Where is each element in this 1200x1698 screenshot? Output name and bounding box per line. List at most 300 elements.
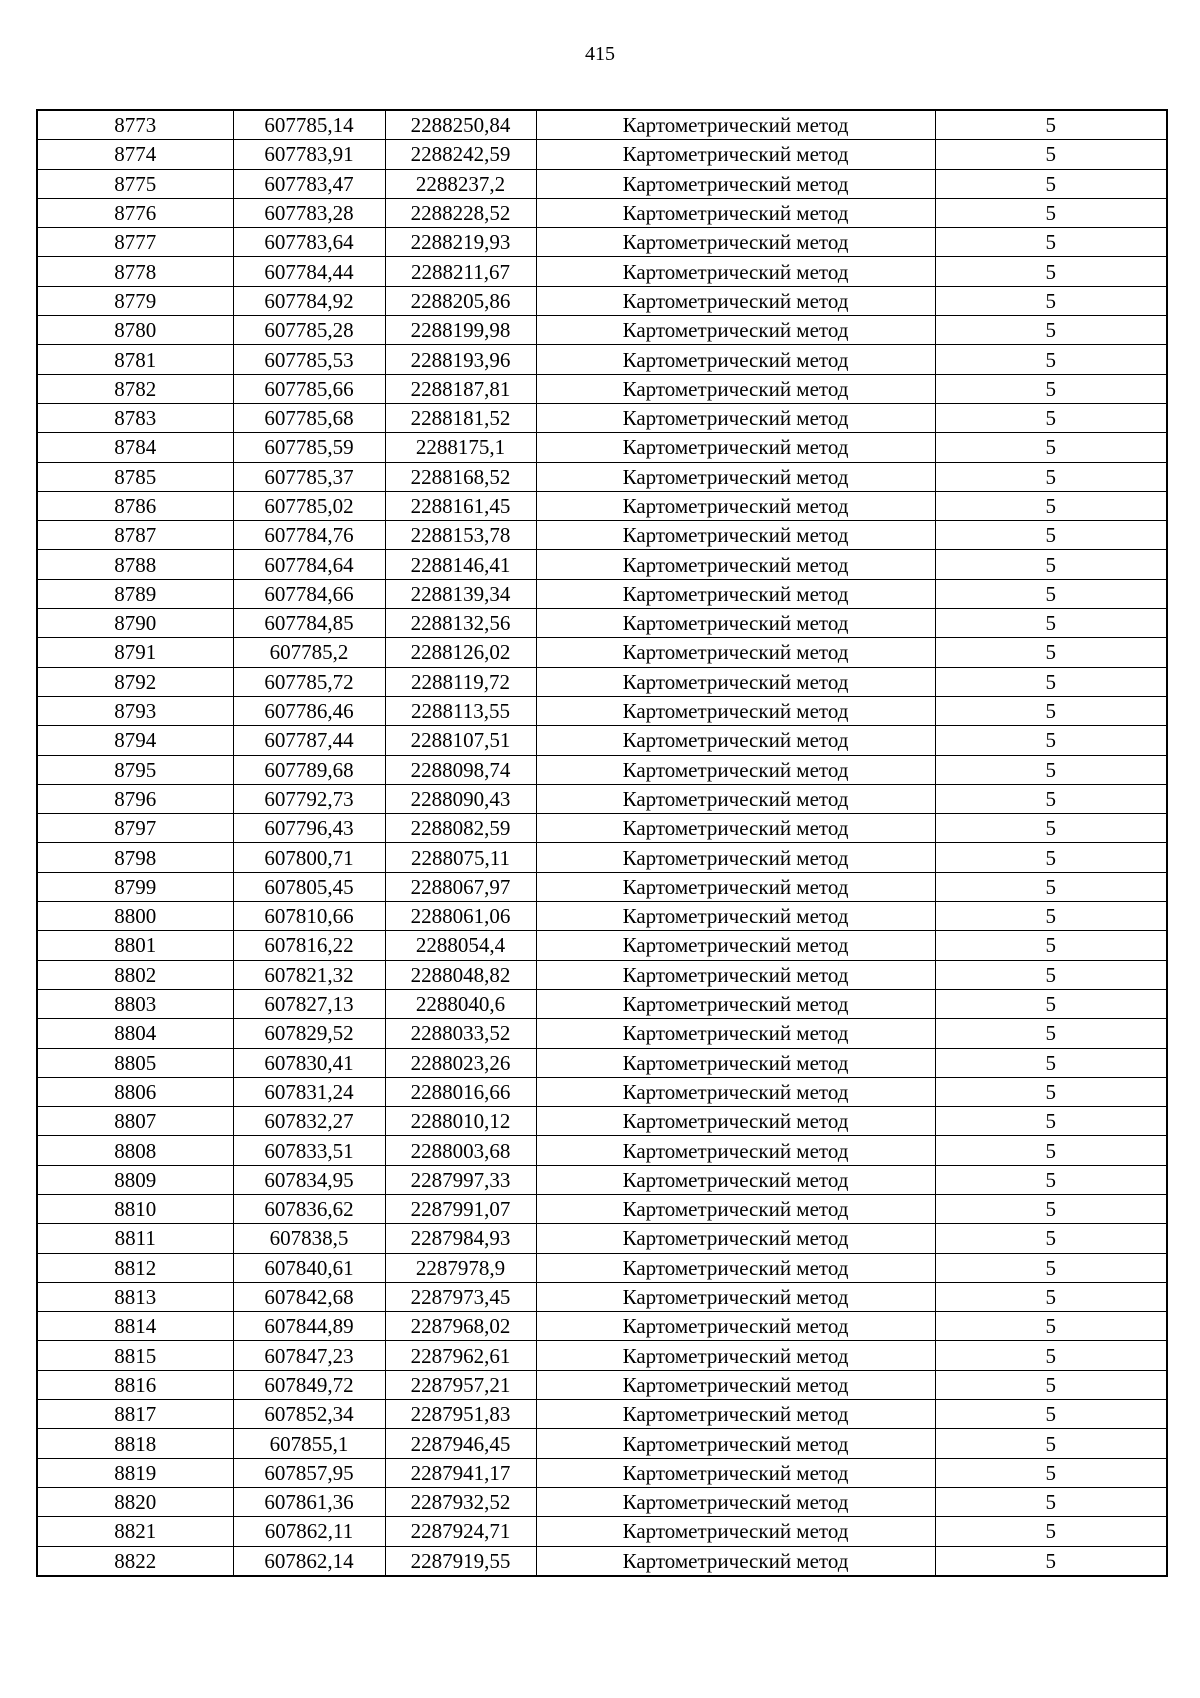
x-coordinate-cell: 607785,02	[233, 491, 385, 520]
x-coordinate-cell: 607785,28	[233, 316, 385, 345]
x-coordinate-cell: 607785,53	[233, 345, 385, 374]
table-row	[37, 667, 1167, 696]
method-cell: Картометрический метод	[536, 1224, 935, 1253]
table-row	[37, 491, 1167, 520]
y-coordinate-cell: 2288061,06	[385, 902, 536, 931]
accuracy-cell: 5	[935, 1165, 1167, 1194]
accuracy-cell: 5	[935, 491, 1167, 520]
point-number-cell: 8781	[37, 345, 233, 374]
y-coordinate-cell: 2288067,97	[385, 872, 536, 901]
point-number-cell: 8774	[37, 140, 233, 169]
y-coordinate-cell: 2288146,41	[385, 550, 536, 579]
x-coordinate-cell: 607847,23	[233, 1341, 385, 1370]
point-number-cell: 8776	[37, 198, 233, 227]
y-coordinate-cell: 2287968,02	[385, 1312, 536, 1341]
point-number-cell: 8814	[37, 1312, 233, 1341]
x-coordinate-cell: 607785,14	[233, 110, 385, 140]
accuracy-cell: 5	[935, 755, 1167, 784]
accuracy-cell: 5	[935, 169, 1167, 198]
table-row	[37, 1370, 1167, 1399]
table-row	[37, 257, 1167, 286]
accuracy-cell: 5	[935, 345, 1167, 374]
table-row	[37, 169, 1167, 198]
point-number-cell: 8810	[37, 1194, 233, 1223]
table-row	[37, 784, 1167, 813]
x-coordinate-cell: 607785,68	[233, 403, 385, 432]
method-cell: Картометрический метод	[536, 843, 935, 872]
accuracy-cell: 5	[935, 1429, 1167, 1458]
x-coordinate-cell: 607784,64	[233, 550, 385, 579]
table-row	[37, 1224, 1167, 1253]
y-coordinate-cell: 2288250,84	[385, 110, 536, 140]
y-coordinate-cell: 2287984,93	[385, 1224, 536, 1253]
table-row	[37, 1107, 1167, 1136]
table-row	[37, 1136, 1167, 1165]
accuracy-cell: 5	[935, 1048, 1167, 1077]
accuracy-cell: 5	[935, 316, 1167, 345]
method-cell: Картометрический метод	[536, 1136, 935, 1165]
y-coordinate-cell: 2288090,43	[385, 784, 536, 813]
point-number-cell: 8820	[37, 1487, 233, 1516]
accuracy-cell: 5	[935, 198, 1167, 227]
y-coordinate-cell: 2288098,74	[385, 755, 536, 784]
point-number-cell: 8798	[37, 843, 233, 872]
accuracy-cell: 5	[935, 1194, 1167, 1223]
y-coordinate-cell: 2288139,34	[385, 579, 536, 608]
x-coordinate-cell: 607783,91	[233, 140, 385, 169]
point-number-cell: 8822	[37, 1546, 233, 1576]
point-number-cell: 8778	[37, 257, 233, 286]
accuracy-cell: 5	[935, 286, 1167, 315]
y-coordinate-cell: 2287946,45	[385, 1429, 536, 1458]
table-row	[37, 462, 1167, 491]
method-cell: Картометрический метод	[536, 1487, 935, 1516]
y-coordinate-cell: 2288181,52	[385, 403, 536, 432]
point-number-cell: 8773	[37, 110, 233, 140]
accuracy-cell: 5	[935, 960, 1167, 989]
accuracy-cell: 5	[935, 1253, 1167, 1282]
x-coordinate-cell: 607861,36	[233, 1487, 385, 1516]
page-number: 415	[585, 43, 615, 65]
y-coordinate-cell: 2288016,66	[385, 1077, 536, 1106]
method-cell: Картометрический метод	[536, 286, 935, 315]
point-number-cell: 8804	[37, 1019, 233, 1048]
accuracy-cell: 5	[935, 1487, 1167, 1516]
x-coordinate-cell: 607849,72	[233, 1370, 385, 1399]
method-cell: Картометрический метод	[536, 374, 935, 403]
x-coordinate-cell: 607783,28	[233, 198, 385, 227]
accuracy-cell: 5	[935, 931, 1167, 960]
y-coordinate-cell: 2288161,45	[385, 491, 536, 520]
y-coordinate-cell: 2288040,6	[385, 989, 536, 1018]
y-coordinate-cell: 2287962,61	[385, 1341, 536, 1370]
method-cell: Картометрический метод	[536, 1165, 935, 1194]
method-cell: Картометрический метод	[536, 1458, 935, 1487]
method-cell: Картометрический метод	[536, 491, 935, 520]
x-coordinate-cell: 607810,66	[233, 902, 385, 931]
table-row	[37, 609, 1167, 638]
method-cell: Картометрический метод	[536, 1077, 935, 1106]
table-row	[37, 989, 1167, 1018]
y-coordinate-cell: 2287924,71	[385, 1517, 536, 1546]
y-coordinate-cell: 2288113,55	[385, 696, 536, 725]
x-coordinate-cell: 607805,45	[233, 872, 385, 901]
method-cell: Картометрический метод	[536, 872, 935, 901]
accuracy-cell: 5	[935, 374, 1167, 403]
point-number-cell: 8819	[37, 1458, 233, 1487]
point-number-cell: 8812	[37, 1253, 233, 1282]
y-coordinate-cell: 2288205,86	[385, 286, 536, 315]
method-cell: Картометрический метод	[536, 784, 935, 813]
x-coordinate-cell: 607785,37	[233, 462, 385, 491]
method-cell: Картометрический метод	[536, 228, 935, 257]
method-cell: Картометрический метод	[536, 696, 935, 725]
point-number-cell: 8779	[37, 286, 233, 315]
y-coordinate-cell: 2288228,52	[385, 198, 536, 227]
accuracy-cell: 5	[935, 1458, 1167, 1487]
accuracy-cell: 5	[935, 579, 1167, 608]
point-number-cell: 8780	[37, 316, 233, 345]
y-coordinate-cell: 2287973,45	[385, 1282, 536, 1311]
x-coordinate-cell: 607830,41	[233, 1048, 385, 1077]
table-row	[37, 960, 1167, 989]
table-body	[37, 110, 1167, 1576]
y-coordinate-cell: 2288187,81	[385, 374, 536, 403]
accuracy-cell: 5	[935, 667, 1167, 696]
x-coordinate-cell: 607862,11	[233, 1517, 385, 1546]
x-coordinate-cell: 607855,1	[233, 1429, 385, 1458]
accuracy-cell: 5	[935, 784, 1167, 813]
accuracy-cell: 5	[935, 433, 1167, 462]
point-number-cell: 8813	[37, 1282, 233, 1311]
table-row	[37, 1429, 1167, 1458]
y-coordinate-cell: 2288033,52	[385, 1019, 536, 1048]
y-coordinate-cell: 2288132,56	[385, 609, 536, 638]
x-coordinate-cell: 607840,61	[233, 1253, 385, 1282]
table-row	[37, 1077, 1167, 1106]
table-row	[37, 1253, 1167, 1282]
x-coordinate-cell: 607800,71	[233, 843, 385, 872]
method-cell: Картометрический метод	[536, 1253, 935, 1282]
method-cell: Картометрический метод	[536, 1019, 935, 1048]
point-number-cell: 8789	[37, 579, 233, 608]
method-cell: Картометрический метод	[536, 931, 935, 960]
x-coordinate-cell: 607783,64	[233, 228, 385, 257]
accuracy-cell: 5	[935, 403, 1167, 432]
y-coordinate-cell: 2288054,4	[385, 931, 536, 960]
table-row	[37, 1487, 1167, 1516]
accuracy-cell: 5	[935, 140, 1167, 169]
accuracy-cell: 5	[935, 1370, 1167, 1399]
point-number-cell: 8818	[37, 1429, 233, 1458]
accuracy-cell: 5	[935, 228, 1167, 257]
table-row	[37, 1048, 1167, 1077]
method-cell: Картометрический метод	[536, 814, 935, 843]
y-coordinate-cell: 2288237,2	[385, 169, 536, 198]
table-row	[37, 696, 1167, 725]
y-coordinate-cell: 2288082,59	[385, 814, 536, 843]
accuracy-cell: 5	[935, 726, 1167, 755]
table-row	[37, 140, 1167, 169]
method-cell: Картометрический метод	[536, 1400, 935, 1429]
table-row	[37, 814, 1167, 843]
accuracy-cell: 5	[935, 462, 1167, 491]
x-coordinate-cell: 607784,76	[233, 521, 385, 550]
point-number-cell: 8792	[37, 667, 233, 696]
x-coordinate-cell: 607784,66	[233, 579, 385, 608]
y-coordinate-cell: 2288242,59	[385, 140, 536, 169]
accuracy-cell: 5	[935, 1224, 1167, 1253]
point-number-cell: 8784	[37, 433, 233, 462]
point-number-cell: 8786	[37, 491, 233, 520]
x-coordinate-cell: 607784,92	[233, 286, 385, 315]
x-coordinate-cell: 607836,62	[233, 1194, 385, 1223]
y-coordinate-cell: 2287932,52	[385, 1487, 536, 1516]
table-row	[37, 931, 1167, 960]
table-row	[37, 638, 1167, 667]
accuracy-cell: 5	[935, 550, 1167, 579]
y-coordinate-cell: 2288003,68	[385, 1136, 536, 1165]
x-coordinate-cell: 607842,68	[233, 1282, 385, 1311]
accuracy-cell: 5	[935, 989, 1167, 1018]
point-number-cell: 8785	[37, 462, 233, 491]
point-number-cell: 8791	[37, 638, 233, 667]
y-coordinate-cell: 2287978,9	[385, 1253, 536, 1282]
table-row	[37, 1165, 1167, 1194]
y-coordinate-cell: 2288199,98	[385, 316, 536, 345]
method-cell: Картометрический метод	[536, 1048, 935, 1077]
x-coordinate-cell: 607862,14	[233, 1546, 385, 1576]
method-cell: Картометрический метод	[536, 1107, 935, 1136]
point-number-cell: 8783	[37, 403, 233, 432]
method-cell: Картометрический метод	[536, 755, 935, 784]
point-number-cell: 8790	[37, 609, 233, 638]
point-number-cell: 8775	[37, 169, 233, 198]
x-coordinate-cell: 607852,34	[233, 1400, 385, 1429]
x-coordinate-cell: 607833,51	[233, 1136, 385, 1165]
point-number-cell: 8815	[37, 1341, 233, 1370]
x-coordinate-cell: 607834,95	[233, 1165, 385, 1194]
accuracy-cell: 5	[935, 1107, 1167, 1136]
accuracy-cell: 5	[935, 110, 1167, 140]
table-row	[37, 345, 1167, 374]
point-number-cell: 8802	[37, 960, 233, 989]
y-coordinate-cell: 2288048,82	[385, 960, 536, 989]
method-cell: Картометрический метод	[536, 345, 935, 374]
point-number-cell: 8787	[37, 521, 233, 550]
method-cell: Картометрический метод	[536, 433, 935, 462]
y-coordinate-cell: 2288107,51	[385, 726, 536, 755]
accuracy-cell: 5	[935, 696, 1167, 725]
x-coordinate-cell: 607784,85	[233, 609, 385, 638]
table-row	[37, 843, 1167, 872]
accuracy-cell: 5	[935, 609, 1167, 638]
table-row	[37, 1019, 1167, 1048]
table-row	[37, 1341, 1167, 1370]
table-row	[37, 1400, 1167, 1429]
method-cell: Картометрический метод	[536, 579, 935, 608]
y-coordinate-cell: 2287991,07	[385, 1194, 536, 1223]
y-coordinate-cell: 2287941,17	[385, 1458, 536, 1487]
x-coordinate-cell: 607838,5	[233, 1224, 385, 1253]
point-number-cell: 8803	[37, 989, 233, 1018]
x-coordinate-cell: 607785,2	[233, 638, 385, 667]
y-coordinate-cell: 2288211,67	[385, 257, 536, 286]
method-cell: Картометрический метод	[536, 462, 935, 491]
table-row	[37, 1546, 1167, 1576]
point-number-cell: 8797	[37, 814, 233, 843]
method-cell: Картометрический метод	[536, 257, 935, 286]
point-number-cell: 8800	[37, 902, 233, 931]
table-row	[37, 1282, 1167, 1311]
accuracy-cell: 5	[935, 1136, 1167, 1165]
table-row	[37, 550, 1167, 579]
point-number-cell: 8793	[37, 696, 233, 725]
x-coordinate-cell: 607857,95	[233, 1458, 385, 1487]
accuracy-cell: 5	[935, 1400, 1167, 1429]
y-coordinate-cell: 2288126,02	[385, 638, 536, 667]
table-row	[37, 374, 1167, 403]
method-cell: Картометрический метод	[536, 960, 935, 989]
table-row	[37, 726, 1167, 755]
x-coordinate-cell: 607787,44	[233, 726, 385, 755]
accuracy-cell: 5	[935, 1546, 1167, 1576]
table-row	[37, 579, 1167, 608]
point-number-cell: 8795	[37, 755, 233, 784]
point-number-cell: 8805	[37, 1048, 233, 1077]
point-number-cell: 8782	[37, 374, 233, 403]
y-coordinate-cell: 2287951,83	[385, 1400, 536, 1429]
point-number-cell: 8794	[37, 726, 233, 755]
point-number-cell: 8821	[37, 1517, 233, 1546]
point-number-cell: 8807	[37, 1107, 233, 1136]
y-coordinate-cell: 2288219,93	[385, 228, 536, 257]
x-coordinate-cell: 607844,89	[233, 1312, 385, 1341]
table-row	[37, 286, 1167, 315]
x-coordinate-cell: 607786,46	[233, 696, 385, 725]
accuracy-cell: 5	[935, 872, 1167, 901]
y-coordinate-cell: 2287919,55	[385, 1546, 536, 1576]
method-cell: Картометрический метод	[536, 110, 935, 140]
y-coordinate-cell: 2288175,1	[385, 433, 536, 462]
x-coordinate-cell: 607827,13	[233, 989, 385, 1018]
accuracy-cell: 5	[935, 1077, 1167, 1106]
point-number-cell: 8811	[37, 1224, 233, 1253]
point-number-cell: 8816	[37, 1370, 233, 1399]
table-row	[37, 1194, 1167, 1223]
method-cell: Картометрический метод	[536, 609, 935, 638]
method-cell: Картометрический метод	[536, 1429, 935, 1458]
table-row	[37, 433, 1167, 462]
method-cell: Картометрический метод	[536, 521, 935, 550]
table-row	[37, 755, 1167, 784]
accuracy-cell: 5	[935, 1019, 1167, 1048]
table-row	[37, 1458, 1167, 1487]
method-cell: Картометрический метод	[536, 1341, 935, 1370]
method-cell: Картометрический метод	[536, 989, 935, 1018]
y-coordinate-cell: 2287997,33	[385, 1165, 536, 1194]
method-cell: Картометрический метод	[536, 1517, 935, 1546]
point-number-cell: 8806	[37, 1077, 233, 1106]
method-cell: Картометрический метод	[536, 1282, 935, 1311]
table-row	[37, 902, 1167, 931]
point-number-cell: 8817	[37, 1400, 233, 1429]
x-coordinate-cell: 607796,43	[233, 814, 385, 843]
table-row	[37, 403, 1167, 432]
method-cell: Картометрический метод	[536, 140, 935, 169]
table-row	[37, 521, 1167, 550]
table-row	[37, 872, 1167, 901]
accuracy-cell: 5	[935, 1282, 1167, 1311]
y-coordinate-cell: 2288075,11	[385, 843, 536, 872]
x-coordinate-cell: 607831,24	[233, 1077, 385, 1106]
y-coordinate-cell: 2288023,26	[385, 1048, 536, 1077]
x-coordinate-cell: 607785,66	[233, 374, 385, 403]
point-number-cell: 8808	[37, 1136, 233, 1165]
point-number-cell: 8809	[37, 1165, 233, 1194]
method-cell: Картометрический метод	[536, 1312, 935, 1341]
method-cell: Картометрический метод	[536, 1194, 935, 1223]
method-cell: Картометрический метод	[536, 550, 935, 579]
accuracy-cell: 5	[935, 1341, 1167, 1370]
accuracy-cell: 5	[935, 1312, 1167, 1341]
y-coordinate-cell: 2288010,12	[385, 1107, 536, 1136]
point-number-cell: 8777	[37, 228, 233, 257]
method-cell: Картометрический метод	[536, 198, 935, 227]
x-coordinate-cell: 607832,27	[233, 1107, 385, 1136]
x-coordinate-cell: 607816,22	[233, 931, 385, 960]
x-coordinate-cell: 607783,47	[233, 169, 385, 198]
method-cell: Картометрический метод	[536, 316, 935, 345]
accuracy-cell: 5	[935, 843, 1167, 872]
table-row	[37, 1312, 1167, 1341]
method-cell: Картометрический метод	[536, 667, 935, 696]
method-cell: Картометрический метод	[536, 638, 935, 667]
point-number-cell: 8799	[37, 872, 233, 901]
accuracy-cell: 5	[935, 1517, 1167, 1546]
y-coordinate-cell: 2287957,21	[385, 1370, 536, 1399]
table-row	[37, 1517, 1167, 1546]
x-coordinate-cell: 607789,68	[233, 755, 385, 784]
method-cell: Картометрический метод	[536, 902, 935, 931]
coordinates-table	[36, 109, 1168, 1577]
x-coordinate-cell: 607784,44	[233, 257, 385, 286]
accuracy-cell: 5	[935, 521, 1167, 550]
method-cell: Картометрический метод	[536, 1546, 935, 1576]
point-number-cell: 8801	[37, 931, 233, 960]
point-number-cell: 8796	[37, 784, 233, 813]
x-coordinate-cell: 607785,59	[233, 433, 385, 462]
method-cell: Картометрический метод	[536, 1370, 935, 1399]
accuracy-cell: 5	[935, 814, 1167, 843]
table-row	[37, 110, 1167, 140]
x-coordinate-cell: 607785,72	[233, 667, 385, 696]
point-number-cell: 8788	[37, 550, 233, 579]
table-row	[37, 198, 1167, 227]
method-cell: Картометрический метод	[536, 726, 935, 755]
x-coordinate-cell: 607792,73	[233, 784, 385, 813]
x-coordinate-cell: 607821,32	[233, 960, 385, 989]
x-coordinate-cell: 607829,52	[233, 1019, 385, 1048]
y-coordinate-cell: 2288119,72	[385, 667, 536, 696]
y-coordinate-cell: 2288168,52	[385, 462, 536, 491]
table-row	[37, 316, 1167, 345]
table-row	[37, 228, 1167, 257]
accuracy-cell: 5	[935, 638, 1167, 667]
method-cell: Картометрический метод	[536, 403, 935, 432]
method-cell: Картометрический метод	[536, 169, 935, 198]
y-coordinate-cell: 2288153,78	[385, 521, 536, 550]
